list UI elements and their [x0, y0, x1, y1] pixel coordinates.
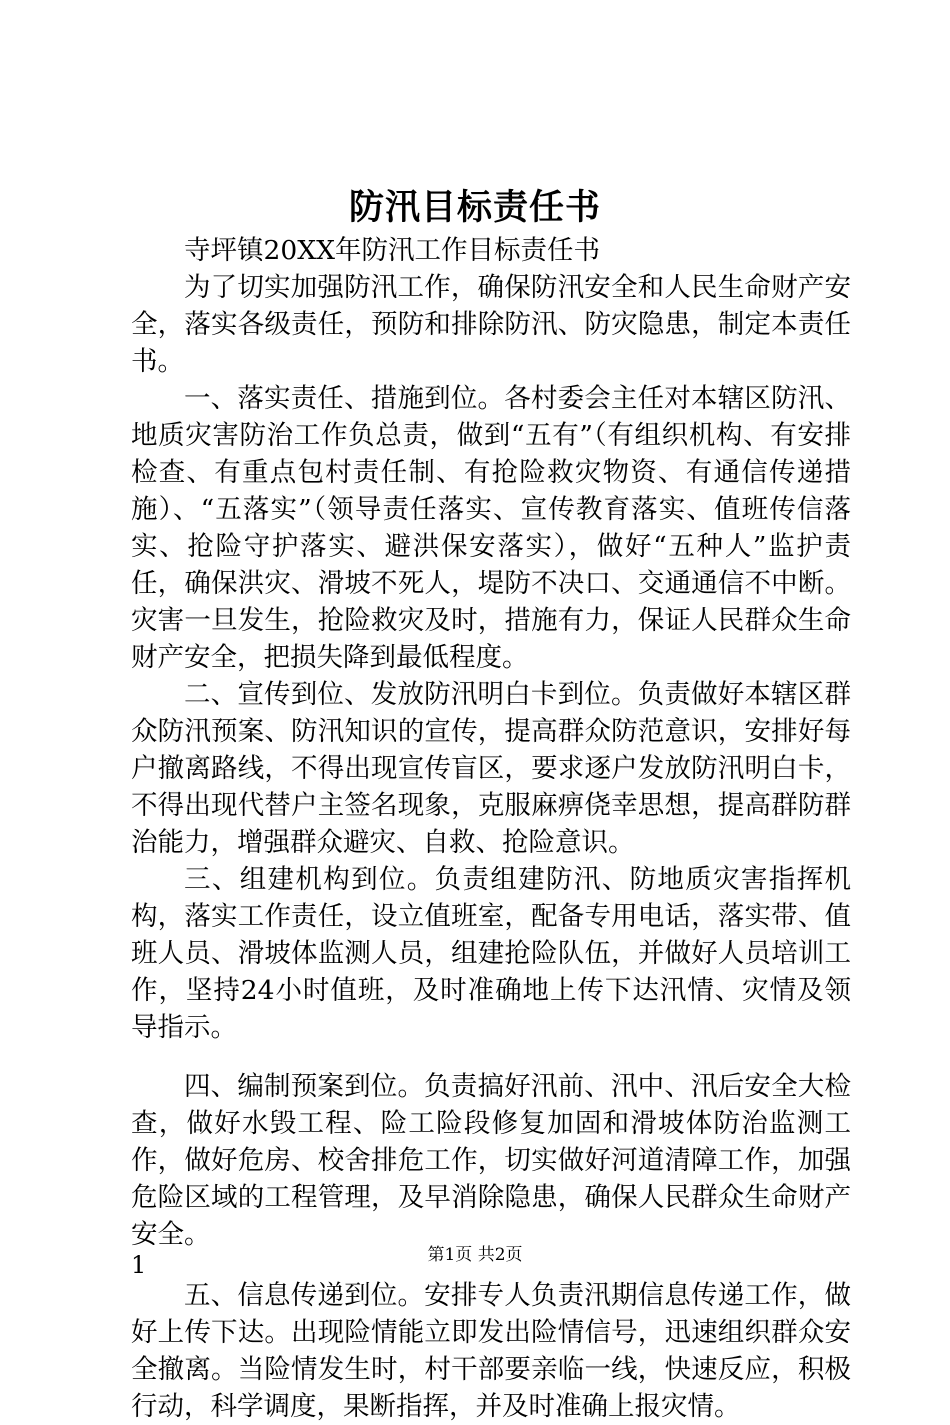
page-marker: 1 [131, 1251, 147, 1279]
page-footer: 第1页 共2页 [427, 1245, 523, 1265]
paragraph-intro: 为了切实加强防汛工作，确保防汛安全和人民生命财产安全，落实各级责任，预防和排除防汛、防灾隐患，制定本责任书。 [131, 272, 851, 377]
document-subtitle: 寺坪镇20XX年防汛工作目标责任书 [184, 235, 600, 266]
paragraph-section-5: 五、信息传递到位。安排专人负责汛期信息传递工作，做好上传下达。出现险情能立即发出险情信号，迅速组织群众安全撤离。当险情发生时，村干部要亲临一线，快速反应，积极行动，科学调度，果断指挥，并及时准确上报灾情。 [131, 1280, 851, 1422]
document-title: 防汛目标责任书 [348, 187, 601, 228]
paragraph-section-4: 四、编制预案到位。负责搞好汛前、汛中、汛后安全大检查，做好水毁工程、险工险段修复加固和滑坡体防治监测工作，做好危房、校舍排危工作，切实做好河道清障工作，加强危险区域的工程管理，及早消除隐患，确保人民群众生命财产安全。 [131, 1071, 851, 1250]
paragraph-section-1: 一、落实责任、措施到位。各村委会主任对本辖区防汛、地质灾害防治工作负总责，做到“五有”（有组织机构、有安排检查、有重点包村责任制、有抢险救灾物资、有通信传递措施）、“五落实”（领导责任落实、宣传教育落实、值班传信落实、抢险守护落实、避洪保安落实），做好“五种人”监护责任，确保洪灾、滑坡不死人，堤防不决口、交通通信不中断。灾害一旦发生，抢险救灾及时，措施有力，保证人民群众生命财产安全，把损失降到最低程度。 [131, 383, 851, 673]
paragraph-section-2: 二、宣传到位、发放防汛明白卡到位。负责做好本辖区群众防汛预案、防汛知识的宣传，提高群众防范意识，安排好每户撤离路线，不得出现宣传盲区，要求逐户发放防汛明白卡，不得出现代替户主签名现象，克服麻痹侥幸思想，提高群防群治能力，增强群众避灾、自救、抢险意识。 [131, 679, 851, 858]
paragraph-section-3: 三、组建机构到位。负责组建防汛、防地质灾害指挥机构，落实工作责任，设立值班室，配备专用电话，落实带、值班人员、滑坡体监测人员，组建抢险队伍，并做好人员培训工作，坚持24小时值班，及时准确地上传下达汛情、灾情及领导指示。 [131, 864, 851, 1043]
